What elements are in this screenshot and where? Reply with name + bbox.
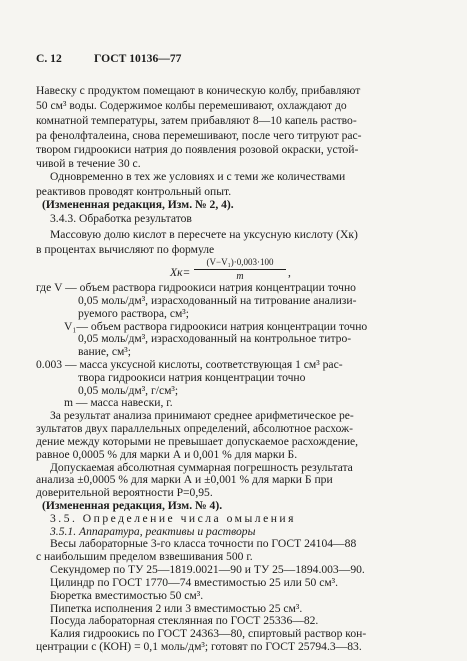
text-line: V₁— объем раствора гидроокиси натрия концентрации точно [64, 319, 368, 333]
text-line: Массовую долю кислот в пересчете на уксусную кислоту (Xк) [50, 228, 358, 241]
text-line: равное 0,0005 % для марки А и 0,001 % для марки Б. [36, 447, 298, 461]
section-heading: 3.5. Определение числа омыления [50, 511, 296, 525]
text-line: 0,05 моль/дм³, израсходованный на контрольное титро- [78, 332, 352, 346]
formula-comma: , [288, 266, 291, 279]
text-line: Калия гидроокись по ГОСТ 24363—80, спиртовый раствор кон- [50, 627, 367, 641]
text-line: Навеску с продуктом помещают в коническую колбу, прибавляют [36, 84, 361, 97]
amendment-note: (Измененная редакция, Изм. № 4). [42, 499, 223, 512]
text-line: комнатной температуры, затем прибавляют 8—10 капель раство- [36, 114, 357, 127]
text-line: зультатов двух параллельных определений, абсолютное расхож- [36, 422, 353, 435]
text-line: ра фенолфталеина, снова перемешивают, после чего титруют рас- [36, 129, 362, 142]
formula-denominator: m [236, 271, 244, 282]
text-line: анализа ±0,0005 % для марки А и ±0,001 % для марки Б при [36, 473, 333, 487]
text-line: Цилиндр по ГОСТ 1770—74 вместимостью 25 или 50 см³. [50, 575, 339, 589]
text-line: в процентах вычисляют по формуле [36, 243, 215, 256]
text-line: Весы лабораторные 3-го класса точности по ГОСТ 24104—88 [50, 537, 357, 551]
text-line: 0,05 моль/дм³, г/см³; [78, 383, 179, 397]
text-line: Одновременно в тех же условиях и с теми же количествами [50, 170, 346, 183]
text-line: Пипетка исполнения 2 или 3 вместимостью 25 см³. [50, 601, 303, 615]
text-line: руемого раствора, см³; [78, 306, 189, 320]
text-line: 0.003 — масса уксусной кислоты, соответствующая 1 см³ рас- [36, 357, 343, 371]
text-line: твором гидроокиси натрия до появления розовой окраски, устой- [36, 143, 359, 156]
formula-fraction [194, 257, 286, 283]
text-line: дение между которыми не превышает допускаемое расхождение, [36, 434, 359, 448]
standard-title: ГОСТ 10136—77 [94, 52, 182, 65]
text-line: с наибольшим пределом взвешивания 500 г. [36, 550, 253, 564]
text-line: вание, см³; [78, 345, 131, 359]
text-line: 0,05 моль/дм³, израсходованный на титрование анализи- [78, 293, 357, 307]
text-line: 50 см³ воды. Содержимое колбы перемешивают, охлаждают до [36, 99, 347, 112]
text-line: реактивов проводят контрольный опыт. [36, 185, 232, 198]
text-line: чивой в течение 30 с. [36, 157, 141, 170]
text-line: Секундомер по ТУ 25—1819.0021—90 и ТУ 25—1894.003—90. [50, 563, 365, 577]
text-line: Бюретка вместимостью 50 см³. [50, 588, 204, 602]
amendment-note: (Измененная редакция, Изм. № 2, 4). [42, 198, 234, 211]
formula-numerator: (V−V₁)·0,003·100 [194, 257, 286, 270]
text-line: Допускаемая абсолютная суммарная погрешность результата [50, 460, 353, 474]
text-line: За результат анализа принимают среднее арифметическое ре- [50, 409, 354, 423]
subsection-heading: 3.5.1. Аппаратура, реактивы и растворы [50, 524, 256, 538]
formula-lhs: Xк= [170, 266, 191, 279]
text-line: где V — объем раствора гидроокиси натрия концентрации точно [36, 281, 356, 294]
section-heading: 3.4.3. Обработка результатов [50, 212, 192, 225]
text-line: центрации с (КОН) = 0,1 моль/дм³; готовят по ГОСТ 25794.3—83. [36, 640, 362, 653]
text-line: Посуда лабораторная стеклянная по ГОСТ 25336—82. [50, 614, 319, 628]
text-line: твора гидроокиси натрия концентрации точно [78, 370, 306, 384]
text-line: доверительной вероятности P=0,95. [36, 486, 213, 500]
text-line: m — масса навески, г. [64, 396, 173, 410]
page-number: С. 12 [36, 52, 62, 65]
